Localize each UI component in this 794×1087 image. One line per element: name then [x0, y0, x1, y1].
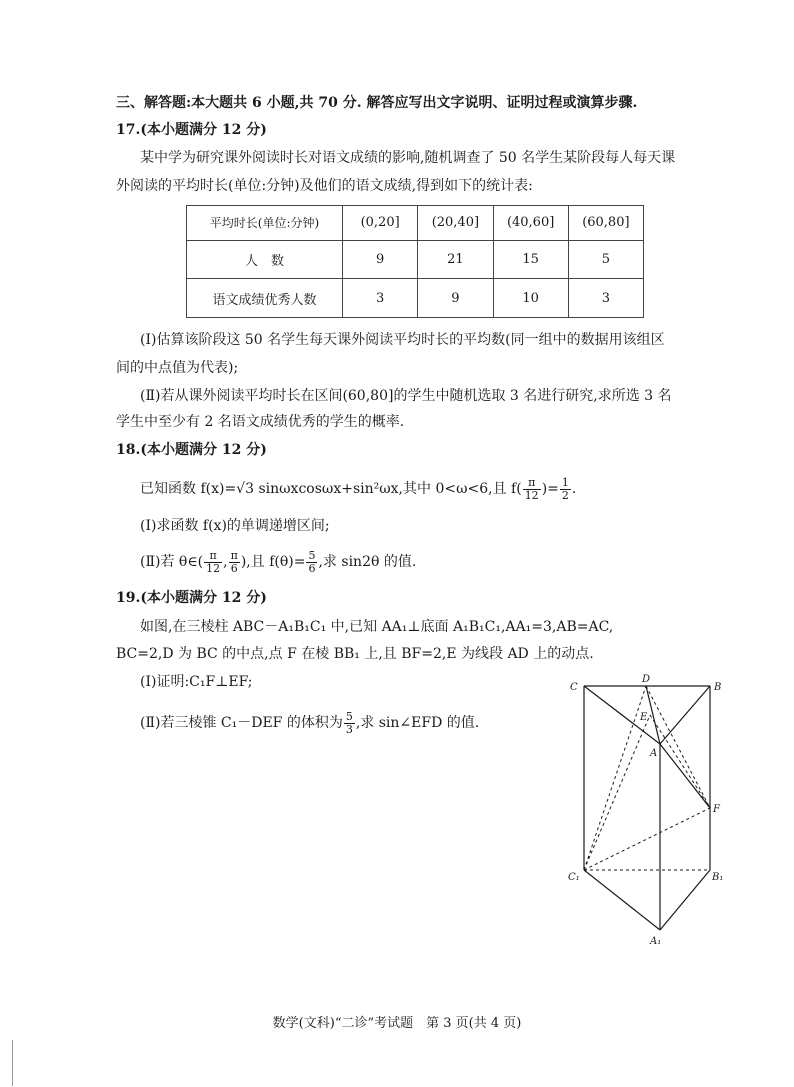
fraction-numerator: 5 — [345, 709, 353, 723]
label-B1: B₁ — [712, 872, 724, 883]
fraction-numerator: π — [230, 548, 238, 562]
table-header-cell: (0,20] — [343, 206, 418, 241]
fraction-denominator: 6 — [230, 561, 238, 575]
q19-part2-text: ,求 sin∠EFD 的值. — [355, 715, 480, 731]
q18-title: 18.(本小题满分 12 分) — [116, 442, 267, 458]
page-footer: 数学(文科)“二诊”考试题 第 3 页(共 4 页) — [272, 1016, 522, 1031]
segment-DF — [646, 686, 710, 808]
fraction-numerator: π — [204, 550, 222, 563]
scan-edge-mark — [12, 1040, 13, 1086]
q17-part1-line2: 间的中点值为代表); — [116, 360, 239, 376]
q17-title: 17.(本小题满分 12 分) — [116, 122, 267, 138]
q18-part2-text: (Ⅱ)若 θ∈( — [140, 554, 204, 570]
label-E: E — [640, 712, 648, 723]
label-B: B — [714, 682, 722, 693]
label-A: A — [650, 748, 658, 759]
table-cell: 10 — [493, 279, 568, 318]
table-cell: 9 — [343, 240, 418, 279]
table-header-cell: (20,40] — [418, 206, 493, 241]
table-row — [187, 279, 644, 318]
segment-EF — [650, 715, 710, 808]
q19-part1: (Ⅰ)证明:C₁F⊥EF; — [140, 674, 253, 690]
fraction-numerator: 5 — [308, 548, 316, 562]
segment-C1E — [584, 715, 650, 870]
q18-given-text: . — [571, 481, 577, 497]
label-F: F — [713, 804, 720, 815]
segment-C1F — [584, 808, 710, 870]
fraction-denominator: 3 — [345, 722, 353, 736]
fraction-numerator: π — [523, 477, 541, 490]
q17-part2-line1: (Ⅱ)若从课外阅读平均时长在区间(60,80]的学生中随机选取 3 名进行研究,求所选 3 名 — [140, 388, 672, 404]
table-header-cell: 平均时长(单位:分钟) — [187, 206, 343, 241]
q19-part2 — [140, 706, 479, 740]
q17-intro-line1: 某中学为研究课外阅读时长对语文成绩的影响,随机调查了 50 名学生某阶段每人每天课 — [140, 150, 676, 166]
q17-part1-line1: (Ⅰ)估算该阶段这 50 名学生每天课外阅读平均时长的平均数(同一组中的数据用该组区 — [140, 332, 665, 348]
fraction — [306, 550, 317, 575]
table-row — [187, 240, 644, 279]
q17-part2-line2: 学生中至少有 2 名语文成绩优秀的学生的概率. — [116, 414, 405, 430]
fraction-denominator: 12 — [524, 488, 539, 502]
q19-text-line2: BC=2,D 为 BC 的中点,点 F 在棱 BB₁ 上,且 BF=2,E 为线段 AD 上的动点. — [116, 646, 594, 662]
q19-part2-text: (Ⅱ)若三棱锥 C₁－DEF 的体积为 — [140, 715, 343, 731]
fraction-denominator: 2 — [561, 488, 569, 502]
label-C1: C₁ — [568, 872, 580, 883]
fraction — [204, 550, 222, 575]
fraction-denominator: 12 — [206, 561, 221, 575]
section-header: 三、解答题:本大题共 6 小题,共 70 分. 解答应写出文字说明、证明过程或演算步骤. — [116, 95, 638, 111]
q18-part2-text: ),且 f(θ)= — [240, 554, 306, 570]
table-cell: 3 — [568, 279, 643, 318]
q19-text-line1: 如图,在三棱柱 ABC－A₁B₁C₁ 中,已知 AA₁⊥底面 A₁B₁C₁,AA₁=3,AB=AC, — [140, 619, 614, 635]
fraction — [229, 550, 240, 575]
q17-intro-line2: 外阅读的平均时长(单位:分钟)及他们的语文成绩,得到如下的统计表: — [116, 178, 533, 194]
fraction — [523, 477, 541, 502]
fraction — [560, 477, 571, 502]
fraction-denominator: 6 — [308, 561, 316, 575]
table-header-cell: (40,60] — [493, 206, 568, 241]
segment-C1D — [584, 686, 646, 870]
label-D: D — [642, 674, 651, 685]
table-cell: 15 — [493, 240, 568, 279]
q18-part2-text: ,求 sin2θ 的值. — [318, 554, 417, 570]
table-cell: 9 — [418, 279, 493, 318]
edge-C1A1 — [584, 870, 660, 930]
edge-B1A1 — [660, 870, 710, 930]
table-cell: 5 — [568, 240, 643, 279]
label-C: C — [570, 682, 578, 693]
table-header-cell: (60,80] — [568, 206, 643, 241]
table-cell: 语文成绩优秀人数 — [187, 279, 343, 318]
statistics-table — [186, 205, 644, 318]
fraction-numerator: 1 — [561, 475, 569, 489]
table-cell: 21 — [418, 240, 493, 279]
q18-part2 — [140, 545, 416, 579]
q18-given — [140, 472, 576, 506]
q18-given-text: )= — [541, 481, 559, 497]
table-cell: 人 数 — [187, 240, 343, 279]
q18-given-text: 已知函数 f(x)=√3 sinωxcosωx+sin²ωx,其中 0<ω<6,且 f( — [140, 481, 522, 497]
segment-AF — [660, 744, 710, 808]
edge-BA — [660, 686, 710, 744]
label-A1: A₁ — [650, 936, 662, 947]
fraction — [344, 711, 355, 736]
q19-title: 19.(本小题满分 12 分) — [116, 590, 267, 606]
table-cell: 3 — [343, 279, 418, 318]
prism-figure — [562, 670, 732, 950]
q18-part2-text: , — [223, 554, 228, 570]
q18-part1: (Ⅰ)求函数 f(x)的单调递增区间; — [140, 518, 330, 534]
table-header-row — [187, 206, 644, 241]
